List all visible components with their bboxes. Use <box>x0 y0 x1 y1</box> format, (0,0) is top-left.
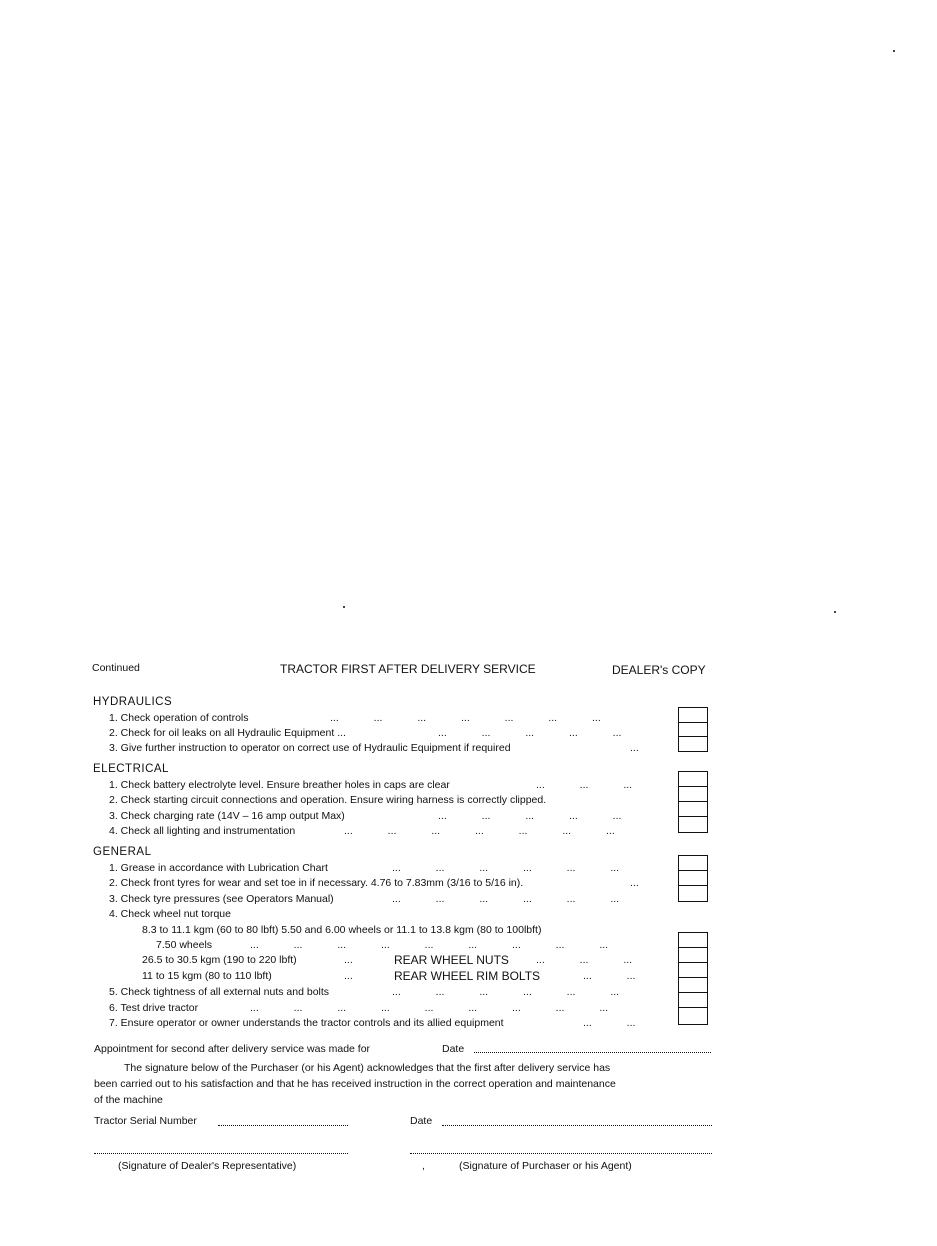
appointment-date-label: Date <box>442 1043 465 1055</box>
general-item-4: 4. Check wheel nut torque <box>109 908 231 920</box>
general-item-7: 7. Ensure operator or owner understands the tractor controls and its allied equipment <box>109 1017 504 1029</box>
general-item-2: 2. Check front tyres for wear and set toe in if necessary. 4.76 to 7.83mm (3/16 to 5/16 in). <box>109 877 524 889</box>
rear-wheel-nuts-label: REAR WHEEL NUTS <box>394 953 509 967</box>
section-electrical-title: ELECTRICAL <box>93 763 169 775</box>
torque-750-wheels: 7.50 wheels <box>156 939 213 951</box>
leader-dots: ... ... ... <box>536 954 633 966</box>
form-title: TRACTOR FIRST AFTER DELIVERY SERVICE <box>280 662 536 676</box>
hydraulics-checkbox-group[interactable] <box>678 707 708 752</box>
leader-dots: ... ... ... ... ... ... ... <box>330 712 601 724</box>
dealer-signature-caption: (Signature of Dealer's Representative) <box>118 1160 297 1172</box>
leader-dots: ... ... ... <box>536 779 633 791</box>
leader-dots: ... ... ... ... ... ... ... ... ... <box>250 1002 609 1014</box>
scan-speck <box>343 606 345 608</box>
section-general-title: GENERAL <box>93 846 152 858</box>
leader-dots: ... ... ... ... ... <box>438 810 622 822</box>
scan-speck <box>893 50 895 52</box>
leader-dots: ... ... <box>583 1017 636 1029</box>
general-item-1: 1. Grease in accordance with Lubrication Chart <box>109 862 328 874</box>
torque-front-spec: 8.3 to 11.1 kgm (60 to 80 lbft) 5.50 and 6.00 wheels or 11.1 to 13.8 kgm (80 to 100lbft) <box>142 924 542 936</box>
rear-wheel-rim-bolts-label: REAR WHEEL RIM BOLTS <box>394 969 541 983</box>
leader-dots: ... <box>630 877 639 889</box>
continued-label: Continued <box>92 662 140 674</box>
electrical-item-4: 4. Check all lighting and instrumentation <box>109 825 296 837</box>
leader-dots: ... ... ... ... ... ... <box>392 862 620 874</box>
hydraulics-item-1: 1. Check operation of controls <box>109 712 249 724</box>
torque-rim-bolts-spec: 11 to 15 kgm (80 to 110 lbft) <box>142 970 272 982</box>
signature-comma-mark: , <box>422 1160 425 1172</box>
leader-dots: ... ... <box>583 970 636 982</box>
purchase-date-label: Date <box>410 1115 433 1127</box>
electrical-item-1: 1. Check battery electrolyte level. Ensure breather holes in caps are clear <box>109 779 450 791</box>
purchase-date-field[interactable] <box>442 1125 712 1126</box>
appointment-date-field[interactable] <box>474 1052 711 1053</box>
appointment-label: Appointment for second after delivery service was made for <box>94 1043 371 1055</box>
torque-rear-nuts-spec: 26.5 to 30.5 kgm (190 to 220 lbft) <box>142 954 297 966</box>
general-item-5: 5. Check tightness of all external nuts and bolts <box>109 986 330 998</box>
purchaser-signature-caption: (Signature of Purchaser or his Agent) <box>459 1160 632 1172</box>
leader-dots: ... ... ... ... ... <box>438 727 622 739</box>
leader-dots: ... ... ... ... ... ... <box>392 893 620 905</box>
general-checkbox-group-1[interactable] <box>678 855 708 902</box>
scan-speck <box>834 611 836 613</box>
ack-line-1: The signature below of the Purchaser (or his Agent) acknowledges that the first after delivery service has <box>124 1062 611 1074</box>
serial-number-field[interactable] <box>218 1125 348 1126</box>
ack-line-3: of the machine <box>94 1094 163 1106</box>
general-checkbox-group-2[interactable] <box>678 932 708 1025</box>
leader-dots: ... ... ... ... ... ... ... <box>344 825 615 837</box>
electrical-item-2: 2. Check starting circuit connections and operation. Ensure wiring harness is correctly clipped. <box>109 794 547 806</box>
leader-dots: ... <box>344 970 353 982</box>
copy-label: DEALER's COPY <box>612 663 706 677</box>
leader-dots: ... <box>630 742 639 754</box>
leader-dots: ... <box>344 954 353 966</box>
section-hydraulics-title: HYDRAULICS <box>93 696 173 708</box>
general-item-6: 6. Test drive tractor <box>109 1002 199 1014</box>
serial-number-label: Tractor Serial Number <box>94 1115 197 1127</box>
general-item-3: 3. Check tyre pressures (see Operators Manual) <box>109 893 334 905</box>
dealer-signature-field[interactable] <box>94 1153 348 1154</box>
hydraulics-item-3: 3. Give further instruction to operator on correct use of Hydraulic Equipment if required <box>109 742 511 754</box>
ack-line-2: been carried out to his satisfaction and that he has received instruction in the correct operation and maintenance <box>94 1078 616 1090</box>
leader-dots: ... ... ... ... ... ... <box>392 986 620 998</box>
leader-dots: ... ... ... ... ... ... ... ... ... <box>250 939 609 951</box>
electrical-item-3: 3. Check charging rate (14V – 16 amp output Max) <box>109 810 345 822</box>
hydraulics-item-2: 2. Check for oil leaks on all Hydraulic Equipment ... <box>109 727 346 739</box>
electrical-checkbox-group[interactable] <box>678 771 708 833</box>
purchaser-signature-field[interactable] <box>410 1153 712 1154</box>
